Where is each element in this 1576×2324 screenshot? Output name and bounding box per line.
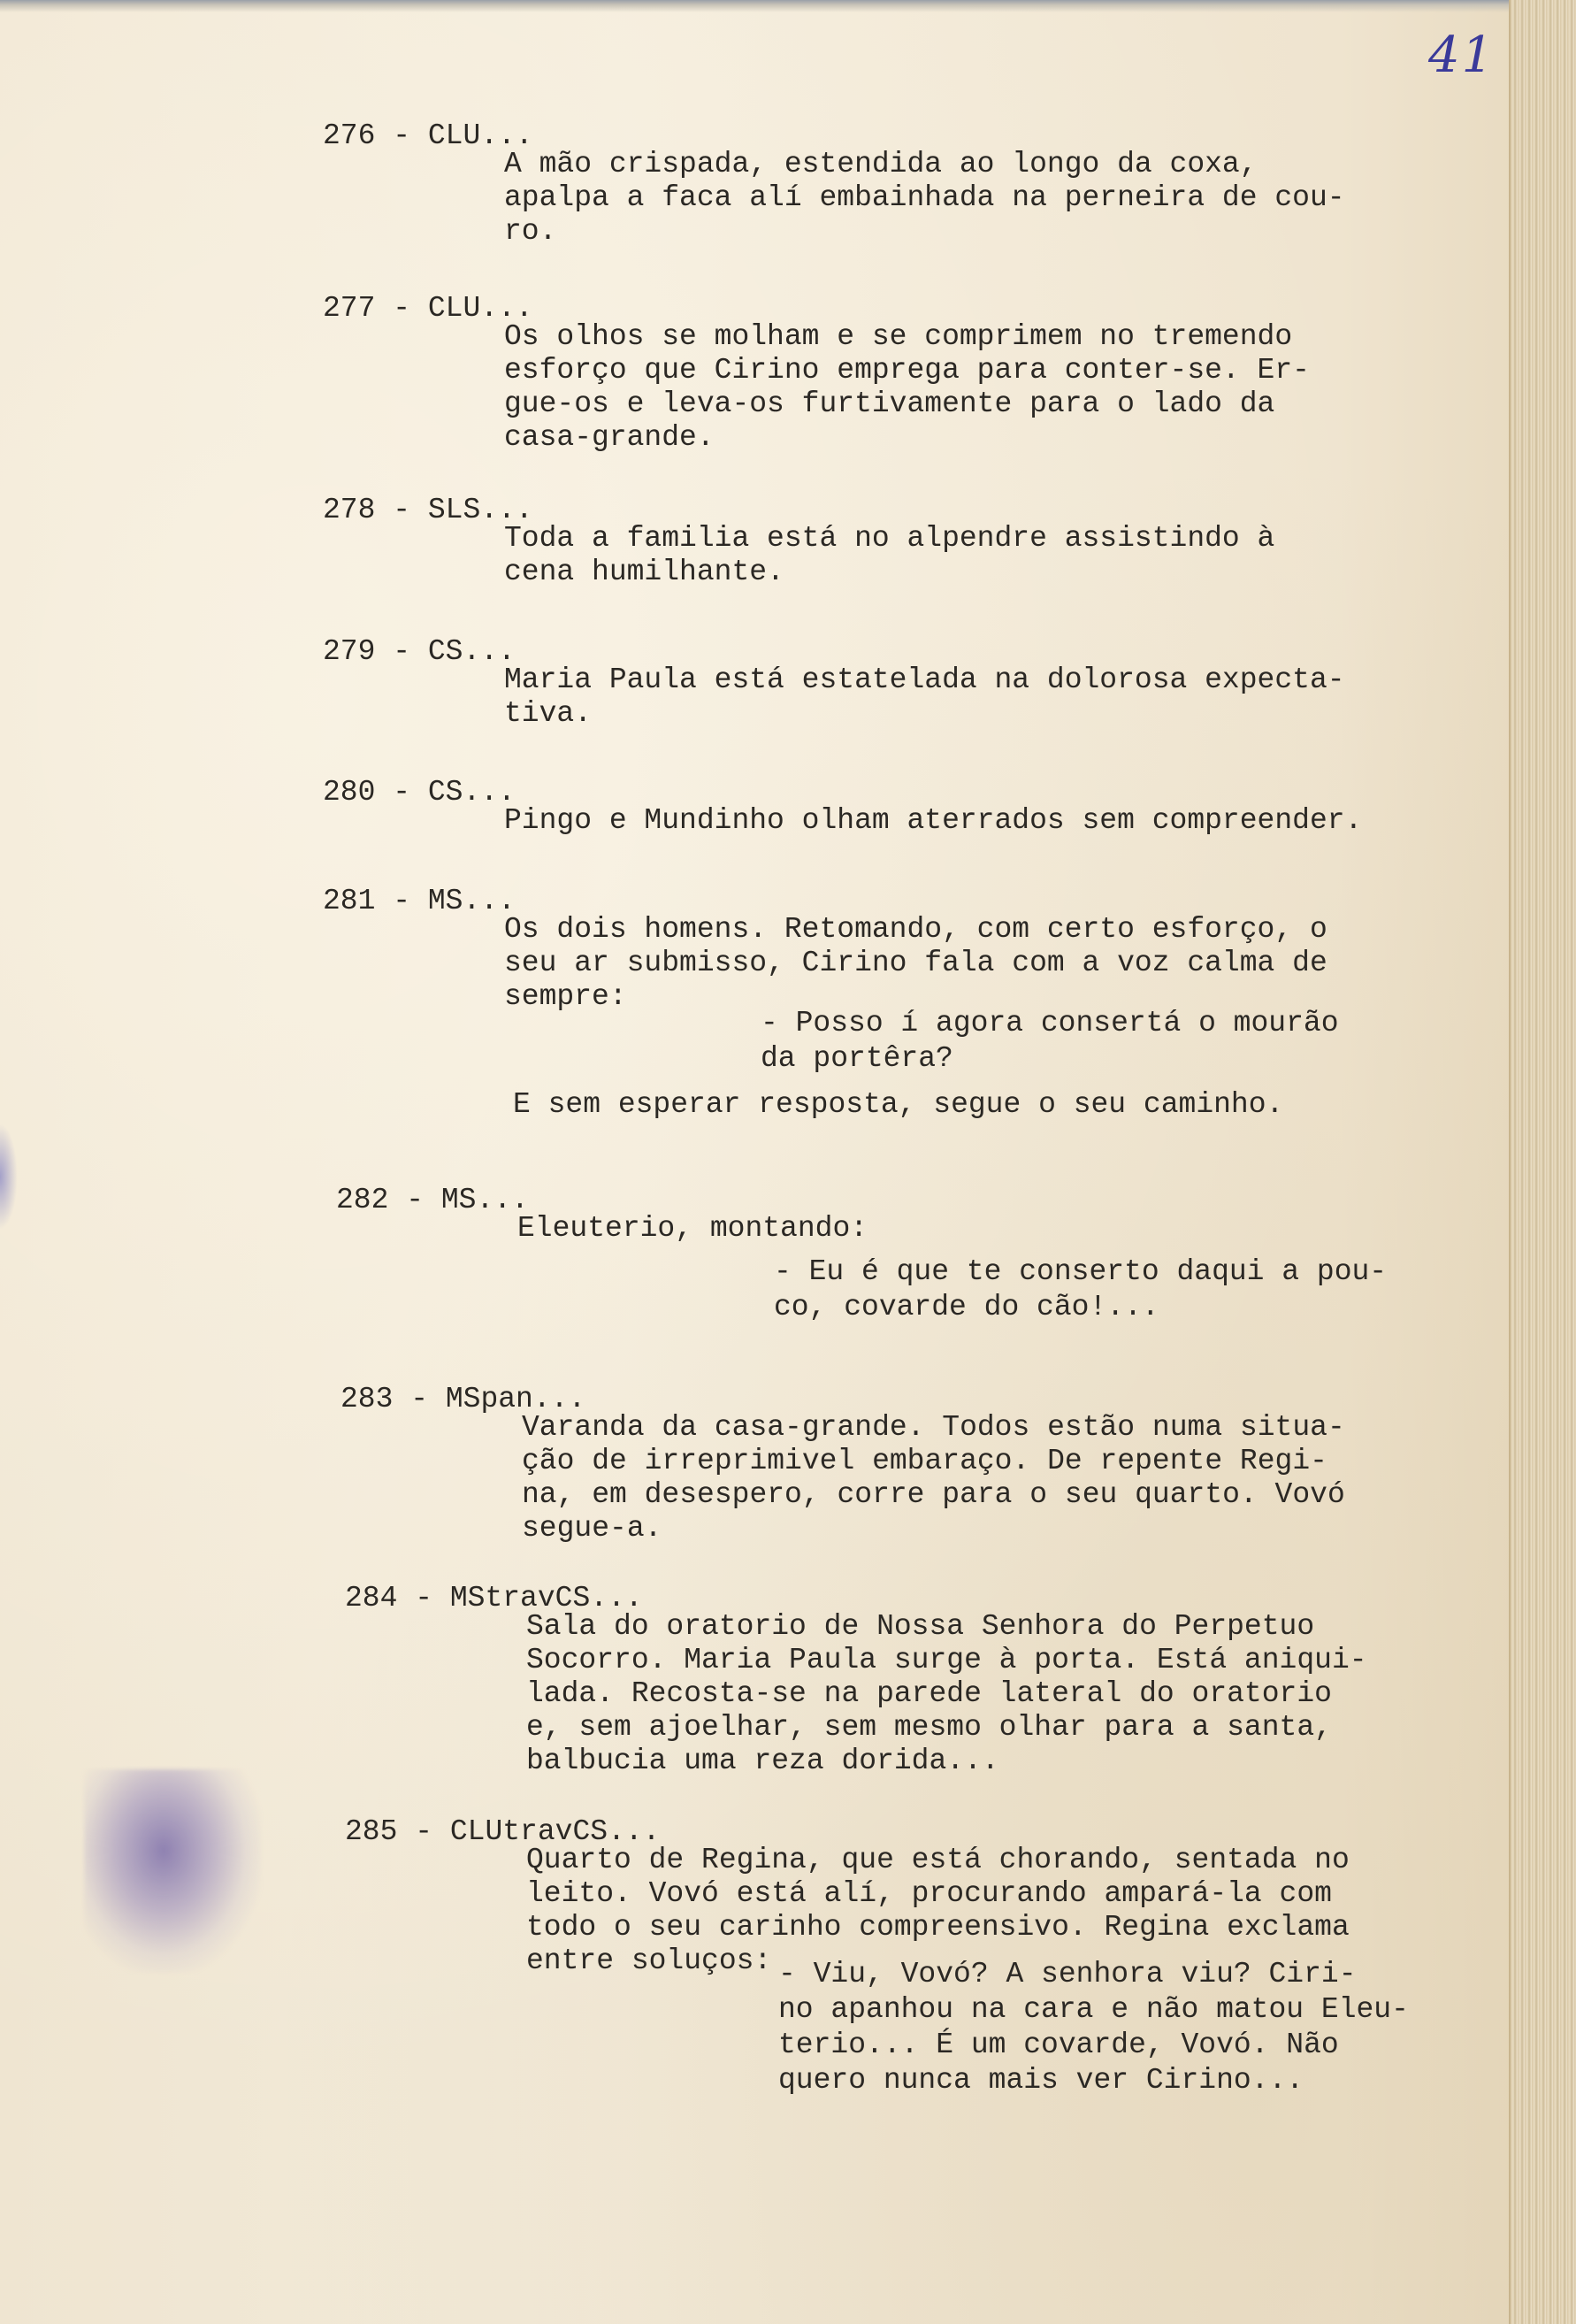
scene-description: Sala do oratorio de Nossa Senhora do Perpetuo Socorro. Maria Paula surge à porta. Está aniqui- lada. Recosta-se na parede lateral do oratorio e, sem ajoelhar, sem mesmo olhar para a santa, balbucia uma reza dorida... (526, 1610, 1367, 1777)
shot-code: MS... (427, 885, 516, 917)
scene-heading: 277 - CLU... (323, 292, 533, 325)
action-line: E sem esperar resposta, segue o seu caminho. (513, 1088, 1284, 1121)
scene-number: 280 (323, 776, 376, 809)
shot-code: MStravCS... (449, 1582, 643, 1615)
scene-description: Os dois homens. Retomando, com certo esforço, o seu ar submisso, Cirino fala com a voz calma de sempre: (504, 913, 1327, 1013)
dialogue: - Eu é que te conserto daqui a pou- co, covarde do cão!... (774, 1255, 1388, 1323)
scene-heading: 276 - CLU... (323, 119, 533, 152)
ink-mark-left (0, 1124, 18, 1230)
shot-code: SLS... (427, 494, 533, 526)
page-top-edge (0, 0, 1521, 12)
scene-number: 282 (336, 1184, 389, 1216)
scene-number: 276 (323, 119, 376, 152)
shot-code: CS... (427, 776, 516, 809)
scene-description: A mão crispada, estendida ao longo da coxa, apalpa a faca alí embainhada na perneira de cou- ro. (504, 148, 1345, 248)
scene-description: Varanda da casa-grande. Todos estão numa situa- ção de irreprimivel embaraço. De repente Regi- na, em desespero, corre para o seu quarto. Vovó segue-a. (522, 1411, 1345, 1545)
scene-heading: 280 - CS... (323, 776, 516, 809)
scene-description: Toda a familia está no alpendre assistindo à cena humilhante. (504, 522, 1275, 588)
scene-number: 278 (323, 494, 376, 526)
page-number: 41 (1428, 27, 1496, 84)
shot-code: CLU... (427, 292, 533, 325)
scene-number: 277 (323, 292, 376, 325)
scene-heading: 282 - MS... (336, 1184, 529, 1216)
scene-description: Quarto de Regina, que está chorando, sentada no leito. Vovó está alí, procurando ampará-la com todo o seu carinho compreensivo. Regina exclama entre soluços: (526, 1844, 1350, 1977)
shot-code: CLU... (427, 119, 533, 152)
scene-description: Maria Paula está estatelada na dolorosa expecta- tiva. (504, 663, 1345, 730)
scene-number: 284 (345, 1582, 398, 1615)
ink-stain (84, 1769, 261, 1973)
scene-number: 285 (345, 1815, 398, 1848)
page-stack-edge (1509, 0, 1576, 2324)
dialogue: - Viu, Vovó? A senhora viu? Ciri- no apanhou na cara e não matou Eleu- terio... É um covarde, Vovó. Não quero nunca mais ver Cirino... (778, 1958, 1409, 2097)
scene-description: Os olhos se molham e se comprimem no tremendo esforço que Cirino emprega para conter-se. Er- gue-os e leva-os furtivamente para o lado da casa-grande. (504, 320, 1310, 454)
scene-number: 283 (340, 1383, 394, 1415)
dialogue: - Posso í agora consertá o mourão da portêra? (761, 1007, 1339, 1075)
shot-code: MS... (440, 1184, 529, 1216)
shot-code: MSpan... (445, 1383, 586, 1415)
scene-heading: 283 - MSpan... (340, 1383, 586, 1415)
scene-heading: 285 - CLUtravCS... (345, 1815, 661, 1848)
scene-number: 279 (323, 635, 376, 668)
scene-heading: 278 - SLS... (323, 494, 533, 526)
scene-description: Pingo e Mundinho olham aterrados sem compreender. (504, 804, 1363, 837)
scene-description: Eleuterio, montando: (517, 1212, 868, 1245)
scene-heading: 281 - MS... (323, 885, 516, 917)
scene-heading: 279 - CS... (323, 635, 516, 668)
shot-code: CS... (427, 635, 516, 668)
shot-code: CLUtravCS... (449, 1815, 661, 1848)
scene-heading: 284 - MStravCS... (345, 1582, 643, 1615)
scene-number: 281 (323, 885, 376, 917)
